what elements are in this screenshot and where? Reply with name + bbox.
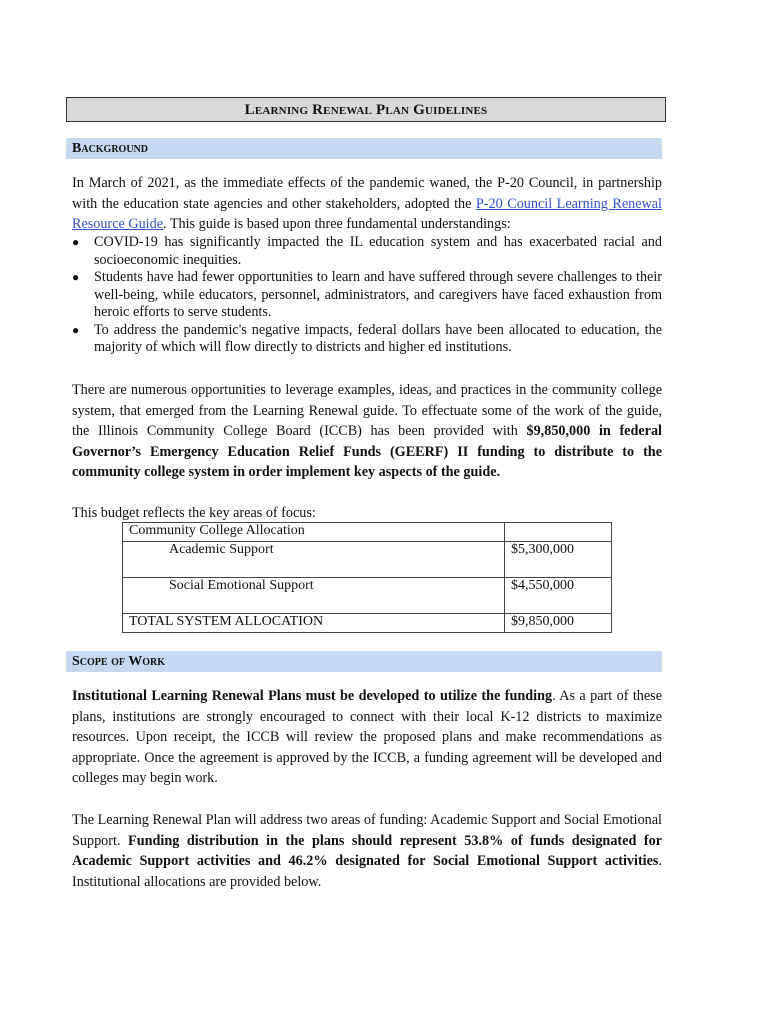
scope-p2-plain: The Learning Renewal Plan will address two areas of funding: Academic Support and Social Emotional Support. (72, 812, 662, 849)
table-total-row (123, 614, 612, 633)
list-item-text: To address the pandemic's negative impacts, federal dollars have been allocated to education, the majority of which will flow directly to districts and higher ed institutions. (94, 321, 662, 355)
table-row (123, 542, 612, 578)
total-amount: $9,850,000 (505, 614, 612, 633)
intro-text-before-link: In March of 2021, as the immediate effects of the pandemic waned, the P-20 Council, in partnership with the education state agencies and other stakeholders, adopted the (72, 175, 662, 212)
total-label: TOTAL SYSTEM ALLOCATION (123, 614, 505, 633)
para2-plain-text: There are numerous opportunities to leverage examples, ideas, and practices in the community college system, that emerged from the Learning Renewal guide. To effectuate some of the work of the guide, the Illinois Community College Board (ICCB) has been provided with (72, 382, 662, 439)
list-item (72, 269, 662, 322)
row-label-academic-support: Academic Support (123, 542, 505, 578)
scope-heading: Scope of Work (66, 651, 662, 672)
scope-p1-plain: . As a part of these plans, institutions are strongly encouraged to connect with their local K-12 districts to maximize resources. Upon receipt, the ICCB will review the proposed plans and make recommendations as appropriate. Once the agreement is approved by the ICCB, a funding agreement will be developed and colleges may begin work. (72, 688, 662, 786)
budget-table (122, 522, 612, 633)
scope-p2-bold: Funding distribution in the plans should represent 53.8% of funds designated for Academic Support activities and 46.2% designated for Social Emotional Support activities (72, 832, 663, 869)
list-item-text: Students have had fewer opportunities to learn and have suffered through severe challenges to their well-being, while educators, personnel, administrators, and caregivers have faced exhaustion from heroic efforts to serve students. (94, 269, 662, 320)
p20-council-guide-link[interactable]: P-20 Council Learning Renewal Resource Guide (72, 195, 662, 232)
list-item (72, 322, 662, 357)
scope-paragraph-2 (72, 810, 662, 892)
intro-text-after-link: . This guide is based upon three fundamental understandings: (163, 216, 511, 232)
bullet-icon: ● (72, 270, 80, 284)
para2-bold-text: $9,850,000 in federal Governor’s Emergency Education Relief Funds (GEERF) II funding to distribute to the community college system in order implement key aspects of the guide. (72, 423, 662, 480)
background-paragraph-2 (72, 380, 662, 483)
list-item-text: COVID-19 has significantly impacted the IL education system and has exacerbated racial and socioeconomic inequities. (94, 234, 662, 268)
scope-p1-bold: Institutional Learning Renewal Plans must be developed to utilize the funding (72, 688, 553, 704)
row-label-social-emotional-support: Social Emotional Support (123, 578, 505, 614)
budget-intro: This budget reflects the key areas of focus: (72, 505, 316, 521)
row-amount-academic-support: $5,300,000 (505, 542, 612, 578)
table-header-amount (505, 523, 612, 542)
list-item (72, 234, 662, 269)
bullet-icon: ● (72, 322, 80, 337)
background-intro-paragraph (72, 173, 662, 235)
understandings-list (72, 234, 662, 357)
document-title: Learning Renewal Plan Guidelines (66, 97, 666, 122)
scope-p2-end: . Institutional allocations are provided below. (72, 853, 662, 890)
background-heading: Background (66, 138, 662, 159)
bullet-icon: ● (72, 235, 80, 249)
table-row (123, 578, 612, 614)
scope-paragraph-1 (72, 686, 662, 789)
table-header-label: Community College Allocation (123, 523, 505, 542)
row-amount-social-emotional-support: $4,550,000 (505, 578, 612, 614)
table-header-row (123, 523, 612, 542)
